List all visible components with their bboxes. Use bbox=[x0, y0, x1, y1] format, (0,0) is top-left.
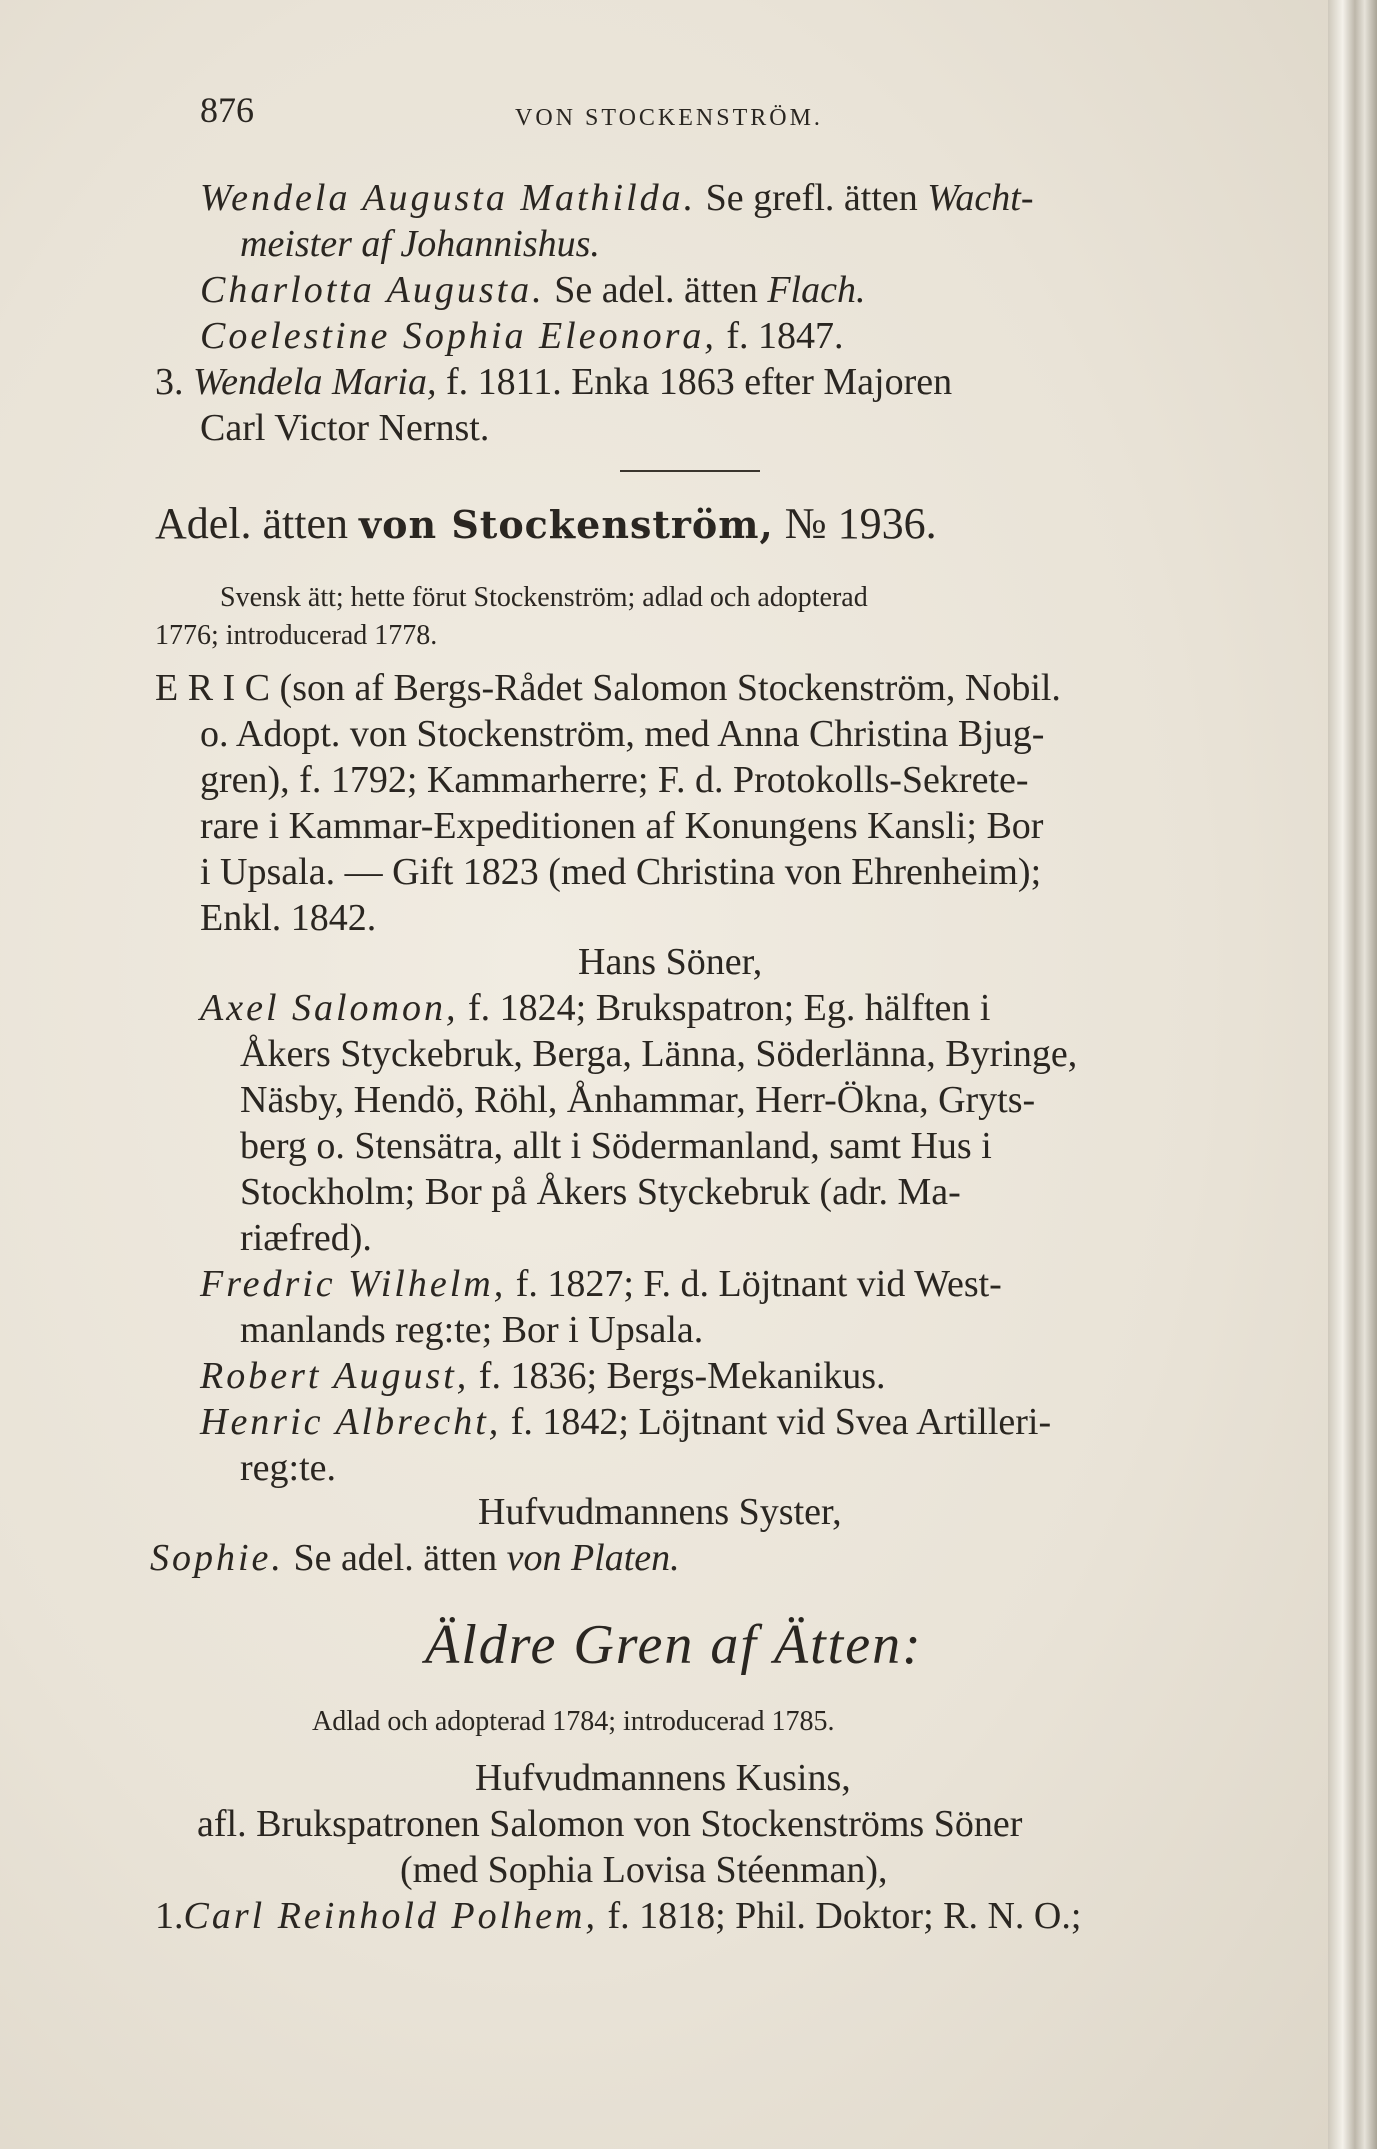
son-entry: Henric Albrecht, f. 1842; Löjtnant vid Svea Artilleri- bbox=[200, 1401, 1052, 1443]
entry-coelestine: Coelestine Sophia Eleonora, f. 1847. bbox=[200, 315, 844, 357]
eric-text: rare i Kammar-Expeditionen af Konungens Kansli; Bor bbox=[200, 805, 1044, 847]
eric-text: Enkl. 1842. bbox=[200, 897, 377, 939]
entry-wendela-augusta: Wendela Augusta Mathilda. Se grefl. ätten Wacht- bbox=[200, 177, 1034, 219]
cousin-entry: 1.Carl Reinhold Polhem, f. 1818; Phil. Doktor; R. N. O.; bbox=[155, 1895, 1082, 1937]
son-entry: riæfred). bbox=[240, 1217, 372, 1259]
cousins-text: afl. Brukspatronen Salomon von Stockenströms Söner bbox=[197, 1803, 1023, 1845]
son-entry: reg:te. bbox=[240, 1447, 337, 1489]
son-entry: Axel Salomon, f. 1824; Brukspatron; Eg. hälften i bbox=[200, 987, 991, 1029]
family-description: Svensk ätt; hette förut Stockenström; adlad och adopterad bbox=[220, 582, 868, 613]
section-title: Äldre Gren af Ätten: bbox=[425, 1614, 923, 1676]
entry-continuation: Carl Victor Nernst. bbox=[200, 407, 490, 449]
book-spine-edge bbox=[1328, 0, 1377, 2149]
entry-continuation: meister af Johannishus. bbox=[240, 223, 600, 265]
son-entry: Åkers Styckebruk, Berga, Länna, Söderlänna, Byringe, bbox=[240, 1033, 1078, 1075]
son-entry: Näsby, Hendö, Röhl, Ånhammar, Herr-Ökna, Gryts- bbox=[240, 1079, 1036, 1121]
family-heading: Adel. ätten von Stockenström, № 1936. bbox=[155, 499, 937, 548]
eric-text: gren), f. 1792; Kammarherre; F. d. Protokolls-Sekrete- bbox=[200, 759, 1029, 801]
cousins-text: (med Sophia Lovisa Stéenman), bbox=[400, 1849, 888, 1891]
running-title: VON STOCKENSTRÖM. bbox=[515, 105, 823, 131]
eric-text: o. Adopt. von Stockenström, med Anna Christina Bjug- bbox=[200, 713, 1045, 755]
son-entry: Stockholm; Bor på Åkers Styckebruk (adr. Ma- bbox=[240, 1171, 961, 1213]
eric-text: E R I C (son af Bergs-Rådet Salomon Stockenström, Nobil. bbox=[155, 667, 1061, 709]
entry-charlotta: Charlotta Augusta. Se adel. ätten Flach. bbox=[200, 269, 866, 311]
eric-text: i Upsala. — Gift 1823 (med Christina von Ehrenheim); bbox=[200, 851, 1042, 893]
entry-wendela-maria: 3. Wendela Maria, f. 1811. Enka 1863 efter Majoren bbox=[155, 361, 953, 403]
section-subtitle: Adlad och adopterad 1784; introducerad 1785. bbox=[312, 1706, 835, 1737]
family-description: 1776; introducerad 1778. bbox=[155, 620, 438, 651]
divider bbox=[620, 470, 760, 472]
son-entry: Fredric Wilhelm, f. 1827; F. d. Löjtnant vid West- bbox=[200, 1263, 1002, 1305]
son-entry: berg o. Stensätra, allt i Södermanland, samt Hus i bbox=[240, 1125, 992, 1167]
son-entry: manlands reg:te; Bor i Upsala. bbox=[240, 1309, 704, 1351]
son-entry: Robert August, f. 1836; Bergs-Mekanikus. bbox=[200, 1355, 886, 1397]
sister-entry: Sophie. Se adel. ätten von Platen. bbox=[150, 1537, 680, 1579]
sons-heading: Hans Söner, bbox=[578, 941, 763, 983]
cousins-heading: Hufvudmannens Kusins, bbox=[475, 1757, 851, 1799]
sister-heading: Hufvudmannens Syster, bbox=[478, 1491, 842, 1533]
page-number: 876 bbox=[200, 90, 254, 130]
